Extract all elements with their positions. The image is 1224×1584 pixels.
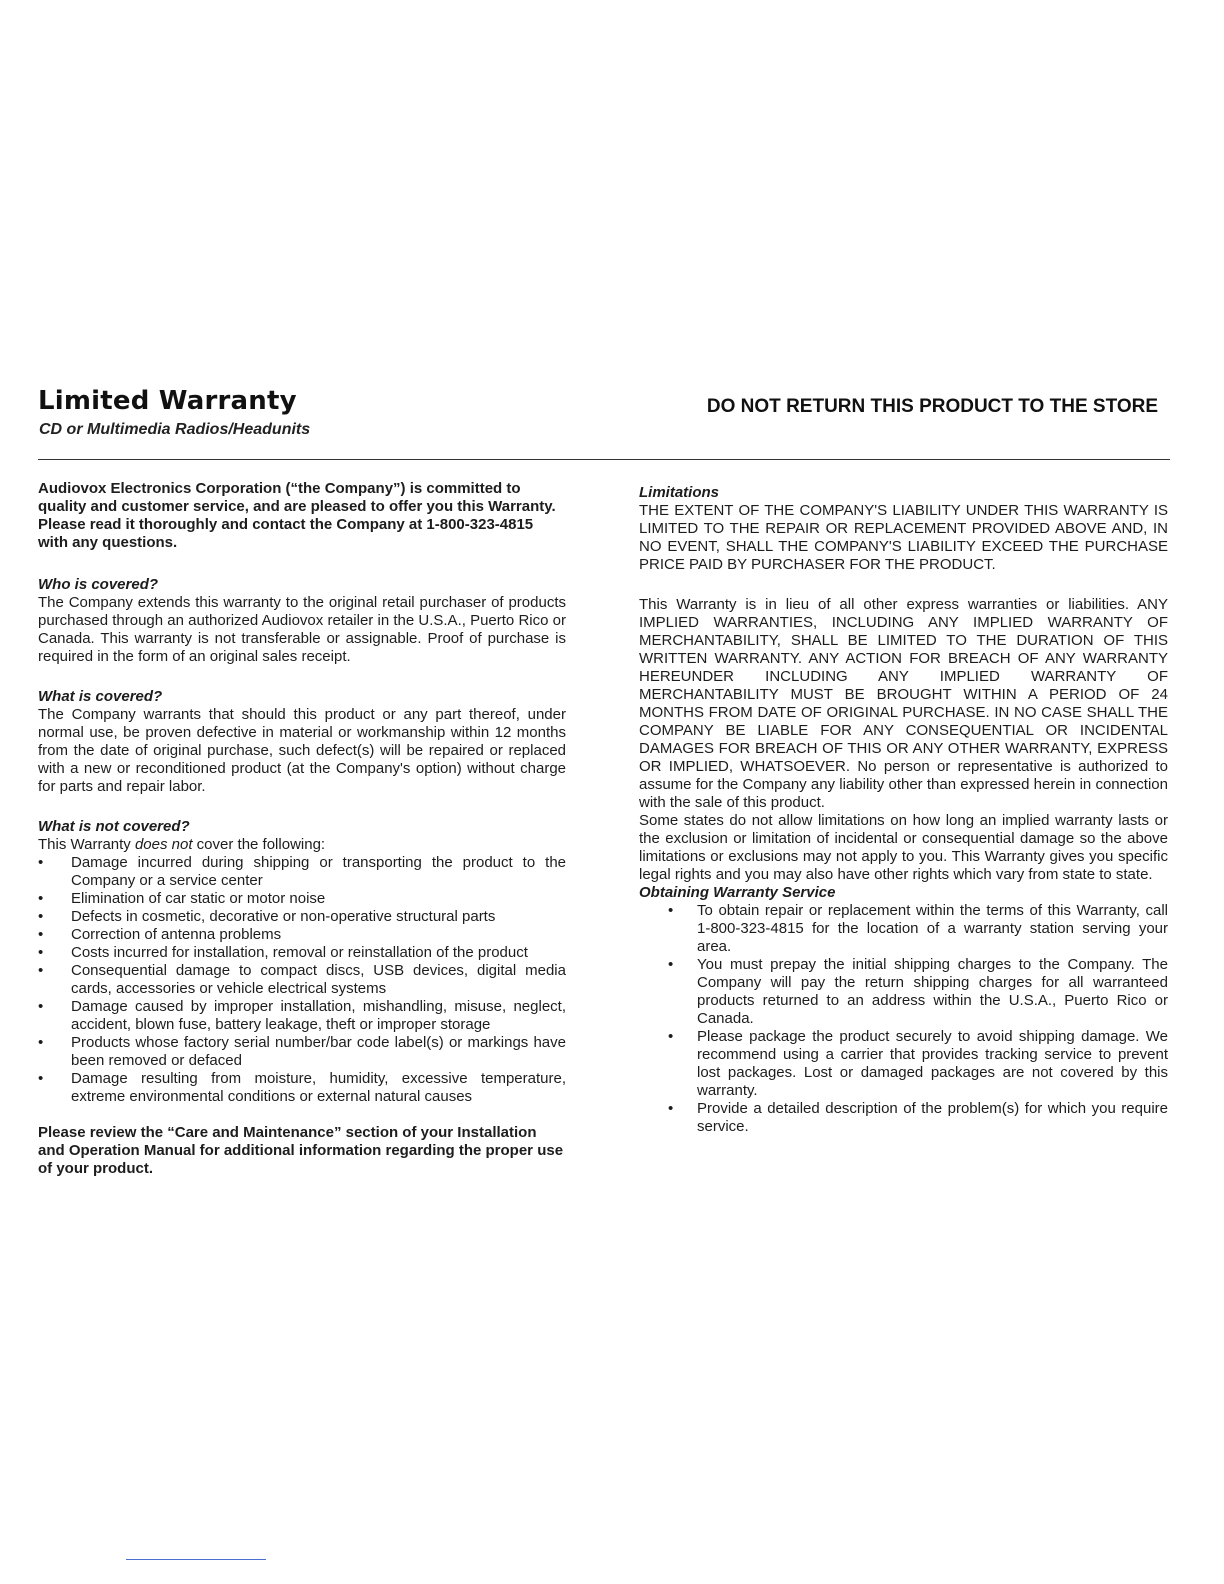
bullet-icon: • <box>38 890 44 907</box>
list-item-text: Damage incurred during shipping or transporting the product to the Company or a service center <box>71 854 566 889</box>
list-item-text: Damage resulting from moisture, humidity, excessive temperature, extreme environmental conditions or external natural causes <box>71 1070 566 1105</box>
list-item <box>38 998 566 1034</box>
list-item-text: You must prepay the initial shipping charges to the Company. The Company will pay the return shipping charges for all warranteed products returned to an address within the U.S.A., Puerto Rico or Canada. <box>697 956 1168 1027</box>
list-item <box>38 908 566 926</box>
left-column <box>38 480 566 1178</box>
lieu-paragraph: This Warranty is in lieu of all other express warranties or liabilities. ANY IMPLIED WARRANTIES, INCLUDING ANY IMPLIED WARRANTY OF MERCHANTABILITY, SHALL BE LIMITED TO THE DURATION OF THIS WRITTEN WARRANTY. ANY ACTION FOR BREACH OF ANY WARRANTY HEREUNDER INCLUDING ANY IMPLIED WARRANTY OF MERCHANTABILITY MUST BE BROUGHT WITHIN A PERIOD OF 24 MONTHS FROM DATE OF ORIGINAL PURCHASE. IN NO CASE SHALL THE COMPANY BE LIABLE FOR ANY CONSEQUENTIAL OR INCIDENTAL DAMAGES FOR BREACH OF THIS OR ANY OTHER WARRANTY, EXPRESS OR IMPLIED, WHATSOEVER. No person or representative is authorized to assume for the Company any liability other than expressed herein in connection with the sale of this product. <box>639 596 1168 811</box>
what-covered-section <box>38 688 566 796</box>
list-item-text: Correction of antenna problems <box>71 926 282 943</box>
bullet-icon: • <box>38 944 44 961</box>
who-covered-body: The Company extends this warranty to the original retail purchaser of products purchased through an authorized Audiovox retailer in the U.S.A., Puerto Rico or Canada. This warranty is not transferable or assignable. Proof of purchase is required in the form of an original sales receipt. <box>38 594 566 665</box>
intro-paragraph: Audiovox Electronics Corporation (“the Company”) is committed to quality and customer service, and are pleased to offer you this Warranty. Please read it thoroughly and contact the Company at 1-800-323-4815 with any questions. <box>38 480 556 551</box>
bullet-icon: • <box>38 962 44 979</box>
bullet-icon: • <box>38 1034 44 1051</box>
list-item <box>639 1028 1168 1100</box>
not-covered-list <box>38 854 566 1106</box>
bullet-icon: • <box>668 902 674 919</box>
what-covered-heading: What is covered? <box>38 688 163 705</box>
bullet-icon: • <box>38 998 44 1015</box>
bullet-icon: • <box>38 854 44 871</box>
list-item-text: Damage caused by improper installation, mishandling, misuse, neglect, accident, blown fuse, battery leakage, theft or improper storage <box>71 998 566 1033</box>
service-list <box>639 902 1168 1136</box>
limitations-heading: Limitations <box>639 484 720 501</box>
bullet-icon: • <box>38 908 44 925</box>
list-item <box>639 956 1168 1028</box>
what-covered-body: The Company warrants that should this product or any part thereof, under normal use, be proven defective in material or workmanship within 12 months from the date of original purchase, such defect(s) will be repaired or replaced with a new or reconditioned product (at the Company's option) without charge for parts and repair labor. <box>38 706 566 795</box>
list-item <box>639 1100 1168 1136</box>
list-item <box>38 1070 566 1106</box>
bullet-icon: • <box>668 1028 674 1045</box>
bullet-icon: • <box>38 926 44 943</box>
list-item <box>639 902 1168 956</box>
page-title: Limited Warranty <box>38 386 297 416</box>
list-item <box>38 926 566 944</box>
header-divider <box>38 459 1170 460</box>
list-item-text: Provide a detailed description of the problem(s) for which you require service. <box>697 1100 1168 1135</box>
service-section <box>639 884 1168 1136</box>
who-covered-section <box>38 576 566 666</box>
list-item-text: To obtain repair or replacement within the terms of this Warranty, call 1-800-323-4815 for the location of a warranty station serving your area. <box>697 902 1168 955</box>
right-column <box>639 480 1168 1136</box>
not-covered-heading: What is not covered? <box>38 818 190 835</box>
not-covered-lead-post: cover the following: <box>192 836 326 853</box>
list-item <box>38 944 566 962</box>
list-item-text: Please package the product securely to avoid shipping damage. We recommend using a carrier that provides tracking service to prevent lost packages. Lost or damaged packages are not covered by this warranty. <box>697 1028 1168 1099</box>
who-covered-heading: Who is covered? <box>38 576 159 593</box>
bullet-icon: • <box>668 956 674 973</box>
states-paragraph: Some states do not allow limitations on how long an implied warranty lasts or the exclusion or limitation of incidental or consequential damage so the above limitations or exclusions may not apply to you. This Warranty gives you specific legal rights and you may also have other rights which vary from state to state. <box>639 812 1168 883</box>
not-covered-lead-em: does not <box>134 836 193 853</box>
list-item <box>38 854 566 890</box>
limitations-section <box>639 484 1168 574</box>
bullet-icon: • <box>668 1100 674 1117</box>
limitations-body: THE EXTENT OF THE COMPANY'S LIABILITY UNDER THIS WARRANTY IS LIMITED TO THE REPAIR OR REPLACEMENT PROVIDED ABOVE AND, IN NO EVENT, SHALL THE COMPANY'S LIABILITY EXCEED THE PURCHASE PRICE PAID BY PURCHASER FOR THE PRODUCT. <box>639 502 1168 573</box>
return-notice: DO NOT RETURN THIS PRODUCT TO THE STORE <box>706 396 1158 417</box>
list-item-text: Elimination of car static or motor noise <box>71 890 326 907</box>
closing-note: Please review the “Care and Maintenance” section of your Installation and Operation Manual for additional information regarding the proper use of your product. <box>38 1124 564 1177</box>
service-heading: Obtaining Warranty Service <box>639 884 836 901</box>
list-item-text: Products whose factory serial number/bar code label(s) or markings have been removed or defaced <box>71 1034 566 1069</box>
not-covered-lead-pre: This Warranty <box>38 836 135 853</box>
footer-line <box>126 1559 266 1560</box>
list-item-text: Defects in cosmetic, decorative or non-operative structural parts <box>71 908 496 925</box>
bullet-icon: • <box>38 1070 44 1087</box>
not-covered-lead <box>38 836 566 854</box>
list-item <box>38 962 566 998</box>
not-covered-section <box>38 818 566 1106</box>
list-item <box>38 890 566 908</box>
list-item-text: Costs incurred for installation, removal or reinstallation of the product <box>71 944 528 961</box>
list-item-text: Consequential damage to compact discs, USB devices, digital media cards, accessories or vehicle electrical systems <box>71 962 566 997</box>
page-subtitle: CD or Multimedia Radios/Headunits <box>39 421 311 438</box>
list-item <box>38 1034 566 1070</box>
